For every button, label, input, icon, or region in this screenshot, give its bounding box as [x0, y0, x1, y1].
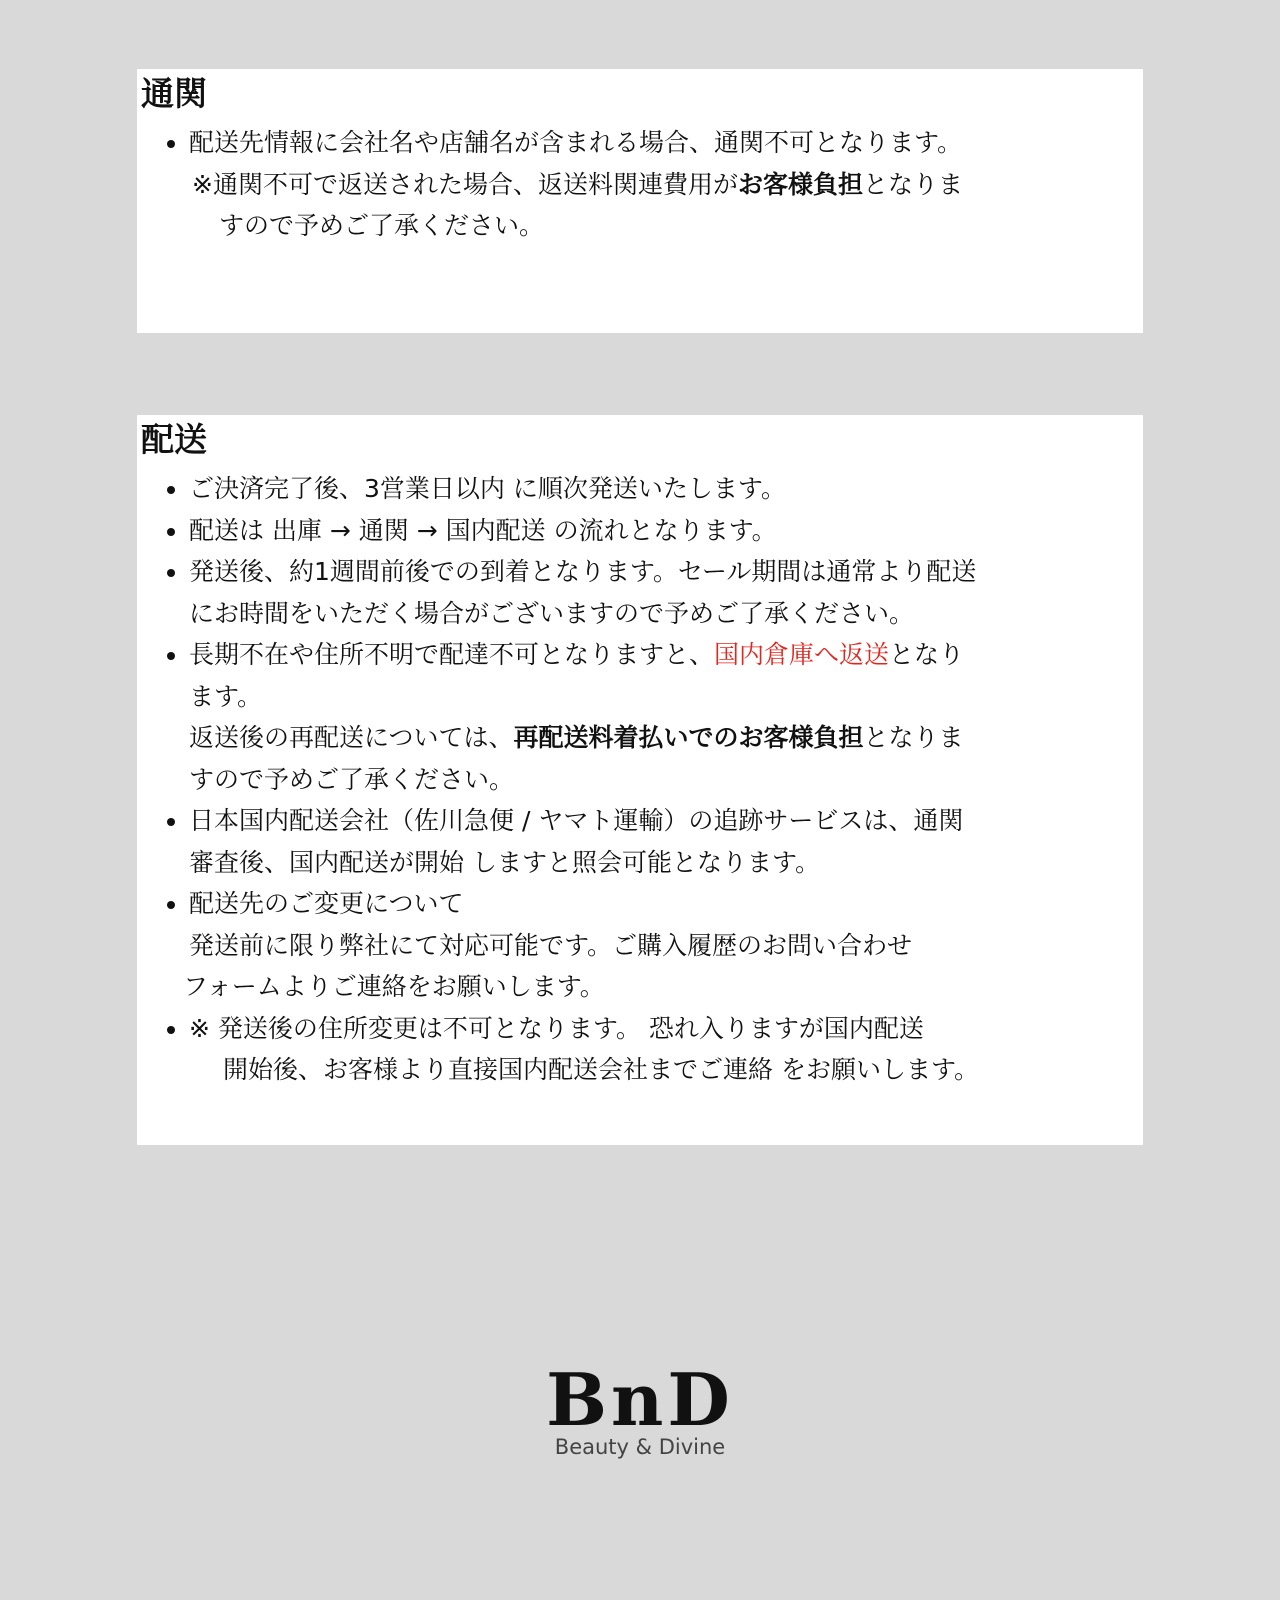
shipping-item-3-line-1: 発送後、約1週間前後での到着となります。セール期間は通常より配送	[189, 557, 977, 586]
shipping-item-6-line-3: フォームよりご連絡をお願いします。	[183, 972, 605, 1001]
shipping-item-7-line-1: ※ 発送後の住所変更は不可となります。 恐れ入りますが国内配送	[189, 1013, 924, 1043]
customs-item-line-1: 配送先情報に会社名や店舗名が含まれる場合、通関不可となります。	[189, 128, 963, 157]
brand-logo-mark: BnD	[546, 1357, 734, 1442]
list-item	[165, 468, 1143, 510]
customs-section	[137, 69, 1143, 333]
redelivery-fee-burden: 再配送料着払いでのお客様負担	[513, 723, 864, 752]
shipping-item-6-line-2: 発送前に限り弊社にて対応可能です。ご購入履歴のお問い合わせ	[189, 930, 913, 960]
customs-note-text: ※通関不可で返送された場合、返送料関連費用が	[192, 169, 738, 199]
shipping-item-1: ご決済完了後、3営業日以内 に順次発送いたします。	[189, 474, 786, 503]
shipping-item-4-tail: となり	[889, 640, 965, 669]
shipping-item-4-line-4: すので予めご了承ください。	[189, 764, 515, 794]
shipping-item-4-line-1	[189, 634, 1143, 676]
shipping-item-2: 配送は 出庫 → 通関 → 国内配送 の流れとなります。	[189, 515, 777, 545]
shipping-item-4-line-3	[189, 717, 1143, 759]
shipping-item-5-line-2: 審査後、国内配送が開始 しますと照会可能となります。	[189, 847, 820, 877]
customs-item-line-2	[189, 164, 1143, 206]
list-item	[165, 634, 1143, 800]
warehouse-return-highlight: 国内倉庫へ返送	[714, 640, 890, 669]
brand-logo	[0, 1357, 1280, 1460]
shipping-item-4-line-2: ます。	[189, 681, 263, 711]
shipping-item-3-line-2: にお時間をいただく場合がございますので予めご了承ください。	[189, 598, 915, 628]
shipping-item-4-text: 長期不在や住所不明で配達不可となりますと、	[189, 640, 715, 669]
list-item	[165, 1008, 1143, 1091]
shipping-heading: 配送	[141, 420, 207, 459]
customs-list	[165, 122, 1143, 247]
shipping-list	[165, 468, 1143, 1091]
customs-item-line-3: すので予めご了承ください。	[219, 211, 545, 240]
list-item	[165, 122, 1143, 247]
list-item	[165, 800, 1143, 883]
shipping-section	[137, 415, 1143, 1145]
customs-heading: 通関	[141, 74, 207, 113]
redelivery-tail: となりま	[863, 723, 964, 752]
shipping-item-7-line-2: 開始後、お客様より直接国内配送会社までご連絡 をお願いします。	[223, 1055, 979, 1084]
list-item	[165, 883, 1143, 1008]
customs-customer-burden: お客様負担	[737, 169, 863, 199]
shipping-item-6-line-1: 配送先のご変更について	[189, 889, 464, 918]
customs-note-tail: となりま	[862, 169, 963, 199]
list-item	[165, 510, 1143, 552]
redelivery-text: 返送後の再配送については、	[189, 723, 514, 752]
shipping-item-5-line-1: 日本国内配送会社（佐川急便 / ヤマト運輸）の追跡サービスは、通関	[189, 806, 964, 835]
list-item	[165, 551, 1143, 634]
brand-tagline: Beauty & Divine	[554, 1435, 726, 1459]
